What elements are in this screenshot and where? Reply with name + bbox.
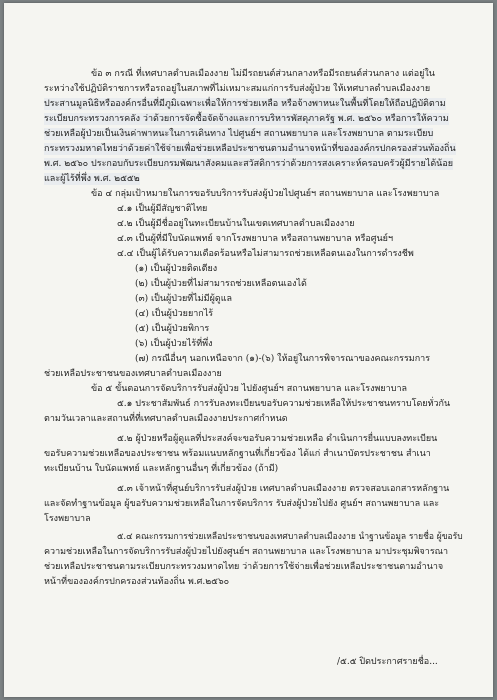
clause4-subitem: (๗) กรณีอื่นๆ นอกเหนือจาก (๑)-(๖) ให้อยู่ในการพิจารณาของคณะกรรมการ (135, 354, 431, 364)
clause5-3-line: ๕.๓ เจ้าหน้าที่ศูนย์บริการรับส่งผู้ป่วย เทศบาลตำบลเมืองงาย ตรวจสอบเอกสารหลักฐาน (117, 484, 450, 494)
clause4-heading: ข้อ ๔ กลุ่มเป้าหมายในการขอรับบริการรับส่งผู้ป่วยไปศูนย์ฯ สถานพยาบาล และโรงพยาบาล (91, 189, 440, 199)
clause5-3-line: โรงพยาบาล (44, 514, 91, 524)
clause4-subitem: (๕) เป็นผู้ป่วยพิการ (135, 324, 210, 334)
clause3-line: ประสานมูลนิธิหรือองค์กรอื่นที่มีภูมิเฉพาะเพื่อให้การช่วยเหลือ หรือจ้างพาหนะในพื้นที่โดยให้ถือปฏิบัติตาม (44, 99, 446, 109)
clause3-line: และผู้ไร้ที่พึ่ง พ.ศ. ๒๕๕๒ (44, 174, 140, 184)
clause4-subitem: (๔) เป็นผู้ป่วยยากไร้ (135, 309, 214, 319)
clause3-line: กระทรวงมหาดไทยว่าด้วยค่าใช้จ่ายเพื่อช่วยเหลือประชาชนตามอำนาจหน้าที่ขององค์กรปกครองส่วนท้องถิ่น (44, 144, 456, 154)
clause5-4-line: ๕.๔ คณะกรรมการช่วยเหลือประชาชนของเทศบาลตำบลเมืองงาย นำฐานข้อมูล รายชื่อ ผู้ขอรับ (117, 532, 463, 542)
clause4-item: ๔.๔ เป็นผู้ได้รับความเดือดร้อนหรือไม่สามารถช่วยเหลือตนเองในการดำรงชีพ (117, 249, 414, 259)
clause5-4-line: ช่วยเหลือประชาชนตามระเบียบกระทรวงมหาดไทย ว่าด้วยการใช้จ่ายเพื่อช่วยเหลือประชาชนตามอำนาจ (44, 562, 444, 572)
clause5-3-line: และจัดทำฐานข้อมูล ผู้ขอรับความช่วยเหลือในการจัดบริการ รับส่งผู้ป่วยไปยัง ศูนย์ฯ สถานพยาบาล และ (44, 499, 440, 509)
clause4-subitem: (๑) เป็นผู้ป่วยติดเตียง (135, 264, 218, 274)
document-page (4, 3, 493, 697)
clause5-1-line: ๕.๑ ประชาสัมพันธ์ การรับลงทะเบียนขอรับความช่วยเหลือให้ประชาชนทราบโดยทั่วกัน (117, 399, 451, 409)
clause5-2-line: ขอรับความช่วยเหลือของประชาชน พร้อมแนบหลักฐานที่เกี่ยวข้อง ได้แก่ สำเนาบัตรประชาชน สำเนา (44, 449, 431, 459)
clause5-heading: ข้อ ๕ ขั้นตอนการจัดบริการรับส่งผู้ป่วย ไปยังศูนย์ฯ สถานพยาบาล และโรงพยาบาล (91, 384, 408, 394)
clause5-2-line: ทะเบียนบ้าน ใบนัดแพทย์ และหลักฐานอื่นๆ ที่เกี่ยวข้อง (ถ้ามี) (44, 464, 279, 474)
clause4-tail: ช่วยเหลือประชาชนของเทศบาลตำบลเมืองงาย (44, 369, 222, 379)
clause5-2-line: ๕.๒ ผู้ป่วยหรือผู้ดูแลที่ประสงค์จะขอรับความช่วยเหลือ ดำเนินการยื่นแบบลงทะเบียน (117, 434, 438, 444)
clause5-1-line: ตามวันเวลาและสถานที่ที่เทศบาลตำบลเมืองงายประกาศกำหนด (44, 414, 288, 424)
continuation-marker: /๕.๕ ปิดประกาศรายชื่อ... (337, 657, 438, 667)
clause4-subitem: (๖) เป็นผู้ป่วยไร้ที่พึ่ง (135, 339, 213, 349)
clause5-4-line: หน้าที่ขององค์กรปกครองส่วนท้องถิ่น พ.ศ.๒๕๖๐ (44, 577, 230, 587)
clause4-item: ๔.๑ เป็นผู้มีสัญชาติไทย (117, 204, 208, 214)
clause4-subitem: (๓) เป็นผู้ป่วยที่ไม่มีผู้ดูแล (135, 294, 233, 304)
clause3-line: ระหว่างใช้ปฏิบัติราชการหรือรถอยู่ในสภาพที่ไม่เหมาะสมแก่การรับส่งผู้ป่วย ให้เทศบาลตำบลเมืองงาย (44, 84, 431, 94)
clause3-line: ข้อ ๓ กรณี ที่เทศบาลตำบลเมืองงาย ไม่มีรถยนต์ส่วนกลางหรือมีรถยนต์ส่วนกลาง แต่อยู่ใน (91, 69, 435, 79)
clause4-subitem: (๒) เป็นผู้ป่วยที่ไม่สามารถช่วยเหลือตนเองได้ (135, 279, 307, 289)
clause3-line: พ.ศ. ๒๕๖๐ ประกอบกับระเบียบกรมพัฒนาสังคมและสวัสดิการว่าด้วยการสงเคราะห์ครอบครัวผู้มีรายได้น้อย (44, 159, 453, 169)
clause4-item: ๔.๒ เป็นผู้มีชื่ออยู่ในทะเบียนบ้านในเขตเทศบาลตำบลเมืองงาย (117, 219, 355, 229)
clause4-item: ๔.๓ เป็นผู้ที่มีใบนัดแพทย์ จากโรงพยาบาล หรือสถานพยาบาล หรือศูนย์ฯ (117, 234, 393, 244)
clause3-line: ระเบียบกระทรวงการคลัง ว่าด้วยการจัดซื้อจัดจ้างและการบริหารพัสดุภาครัฐ พ.ศ. ๒๕๖๐ หรือการให้ความ (44, 114, 449, 124)
clause5-4-line: ความช่วยเหลือในการจัดบริการรับส่งผู้ป่วยไปยังศูนย์ฯ สถานพยาบาล และโรงพยาบาล มาประชุมพิจารณา (44, 547, 449, 557)
clause3-line: ช่วยเหลือผู้ป่วยเป็นเงินค่าพาหนะในการเดินทาง ไปศูนย์ฯ สถานพยาบาล และโรงพยาบาล ตามระเบียบ (44, 129, 434, 139)
